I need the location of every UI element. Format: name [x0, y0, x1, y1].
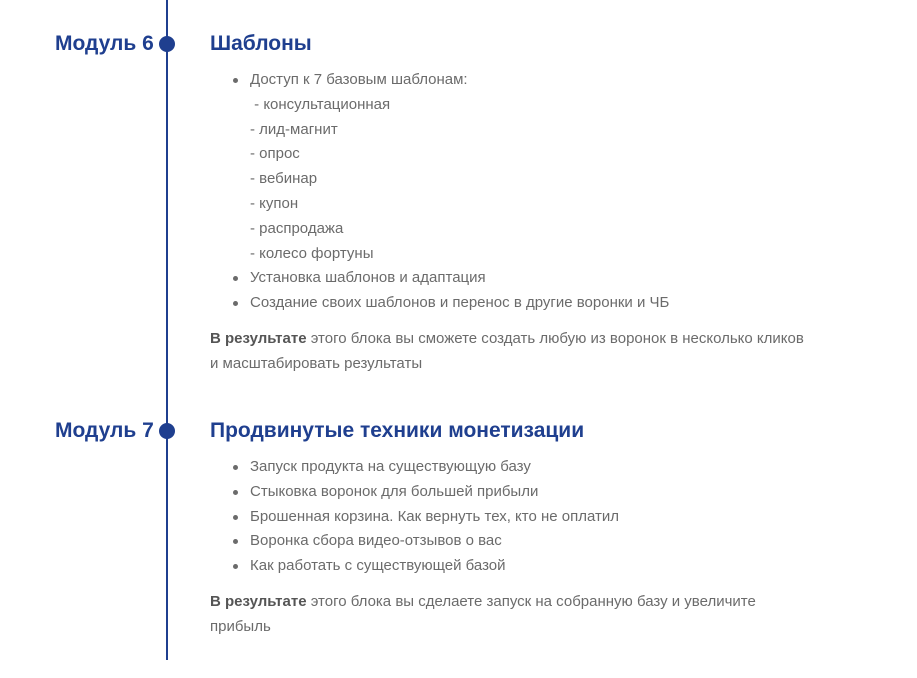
list-item: Создание своих шаблонов и перенос в другие воронки и ЧБ: [250, 291, 669, 316]
timeline-dot: [159, 423, 175, 439]
list-item: Установка шаблонов и адаптация: [250, 266, 669, 291]
result-label: В результате: [210, 330, 307, 347]
result-text: этого блока вы сделаете запуск на собранную базу и увеличите прибыль: [210, 593, 756, 635]
timeline-dot: [159, 36, 175, 52]
list-item: - лид-магнит: [250, 120, 338, 138]
list-item: - опрос: [250, 145, 300, 163]
timeline-line: [166, 0, 168, 660]
list-item: - распродажа: [250, 219, 344, 237]
list-item: Как работать с существующей базой: [250, 554, 619, 579]
list-item: - консультационная: [250, 95, 391, 113]
list-item: Брошенная корзина. Как вернуть тех, кто не оплатил: [250, 505, 619, 530]
list-item: - вебинар: [250, 170, 318, 188]
result-label: В результате: [210, 593, 307, 610]
list-item: Стыковка воронок для большей прибыли: [250, 480, 619, 505]
list-item: - купон: [250, 194, 299, 212]
module-label: Модуль 7: [55, 419, 154, 442]
module-result: [210, 589, 810, 639]
module-label: Модуль 6: [55, 32, 154, 55]
result-text: этого блока вы сможете создать любую из воронок в несколько кликов и масштабировать результаты: [210, 330, 804, 372]
module-items: [250, 455, 619, 579]
module-title: Шаблоны: [210, 32, 312, 55]
module-items: [250, 68, 669, 316]
list-item: Доступ к 7 базовым шаблонам:: [250, 68, 669, 93]
module-title: Продвинутые техники монетизации: [210, 419, 585, 442]
list-item: - колесо фортуны: [250, 244, 374, 262]
list-item: Воронка сбора видео-отзывов о вас: [250, 529, 619, 554]
module-result: [210, 326, 810, 376]
list-item: Запуск продукта на существующую базу: [250, 455, 619, 480]
